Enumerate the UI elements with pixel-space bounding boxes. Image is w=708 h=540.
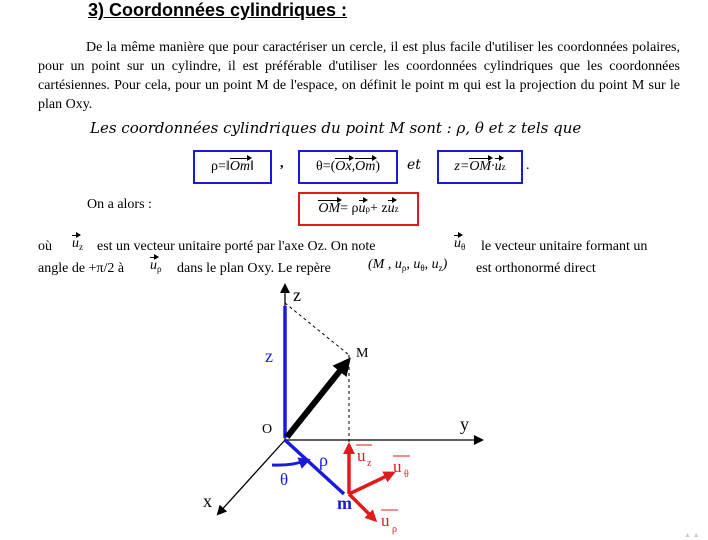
ut-vec: u xyxy=(454,236,461,251)
theta-rhs: ) xyxy=(375,159,380,174)
om-u-rho-sub: ρ xyxy=(365,204,371,214)
urho-label-sub: ρ xyxy=(392,524,397,535)
utheta-label-sub: θ xyxy=(404,469,409,480)
ur-sub: ρ xyxy=(157,264,162,274)
repere-sub2: θ xyxy=(420,263,425,273)
rho-segment xyxy=(285,440,344,494)
uz-label: u xyxy=(357,446,366,465)
corner-nav-marks[interactable]: ▲ ▲ xyxy=(684,531,700,539)
on-a-alors: On a alors : xyxy=(87,197,152,212)
z-vector-om: OM xyxy=(469,159,492,174)
ut-sub: θ xyxy=(461,242,466,252)
point-m-label: m xyxy=(337,493,352,513)
rho-vector-om: Om xyxy=(229,159,251,174)
dashed-top xyxy=(285,303,349,355)
om-u-rho: u xyxy=(358,201,366,216)
et-word: et xyxy=(407,157,421,173)
repere-end: ) xyxy=(442,257,448,272)
om-plus: + z xyxy=(370,201,388,216)
where-part2: le vecteur unitaire formant un xyxy=(481,239,648,254)
ur-vec: u xyxy=(150,258,157,273)
repere-mid2: , u xyxy=(424,257,439,272)
rho-rhs: ‖ xyxy=(250,159,254,174)
where-part1: est un vecteur unitaire porté par l'axe Oz. On note xyxy=(97,239,376,254)
repere-sub3: z xyxy=(438,263,443,273)
rho-label: ρ xyxy=(319,450,328,470)
rho-lhs: ρ=‖ xyxy=(211,159,230,174)
theta-vector-ox: Ox xyxy=(335,159,352,174)
z-axis-label: z xyxy=(293,285,301,305)
utheta-label: u xyxy=(393,457,402,476)
y-axis-label: y xyxy=(460,414,469,434)
cylindrical-sentence: Les coordonnées cylindriques du point M sont : ρ, θ et z tels que xyxy=(90,119,582,137)
uz-label-sub: z xyxy=(367,458,372,469)
z-dot: · xyxy=(491,159,495,174)
where-part4: dans le plan Oxy. Le repère xyxy=(177,261,331,276)
where-part5: est orthonormé direct xyxy=(476,261,596,276)
z-sub: z xyxy=(501,162,506,172)
x-axis xyxy=(218,440,285,514)
origin-O-label: O xyxy=(262,422,273,437)
uz-sub: z xyxy=(79,242,83,252)
period-mark: . xyxy=(526,158,530,173)
om-vector: OM xyxy=(318,201,341,216)
x-axis-label: x xyxy=(203,491,212,511)
theta-sep: , xyxy=(351,159,356,174)
om-u-z-sub: z xyxy=(394,204,399,214)
urho-arrow xyxy=(349,494,375,520)
utheta-arrow xyxy=(349,473,393,494)
comma-separator: , xyxy=(280,156,284,171)
theta-arc xyxy=(272,460,308,465)
theta-lhs: θ=( xyxy=(316,159,336,174)
om-vector-arrow xyxy=(287,362,347,437)
uz-vec: u xyxy=(72,236,79,251)
ou-word: où xyxy=(38,239,52,254)
om-u-z: u xyxy=(387,201,395,216)
theta-vector-om: Om xyxy=(355,159,376,174)
repere-mid1: , u xyxy=(406,257,421,272)
z-lhs: z= xyxy=(454,159,470,174)
om-eq: = ρ xyxy=(340,201,359,216)
point-M-label: M xyxy=(356,346,369,361)
section-heading: 3) Coordonnées cylindriques : xyxy=(88,0,348,20)
theta-label: θ xyxy=(280,470,289,489)
z-blue-label: z xyxy=(265,346,273,366)
intro-text: De la même manière que pour caractériser un cercle, il est plus facile d'utiliser les coordonnées polaires, pour un point sur un cylindre, il est préférable d'utiliser les coordonnées cylindriques que les coordonnées cartésiennes. Pour cela, pour un point M de l'espace, on définit le point m qui est la projection du point M sur le plan Oxy. xyxy=(38,40,680,112)
where-part3: angle de +π/2 à xyxy=(38,261,125,276)
z-vector-u: u xyxy=(494,159,502,174)
urho-label: u xyxy=(381,511,390,530)
repere-start: (M , u xyxy=(368,257,402,272)
repere-sub1: ρ xyxy=(401,263,407,273)
